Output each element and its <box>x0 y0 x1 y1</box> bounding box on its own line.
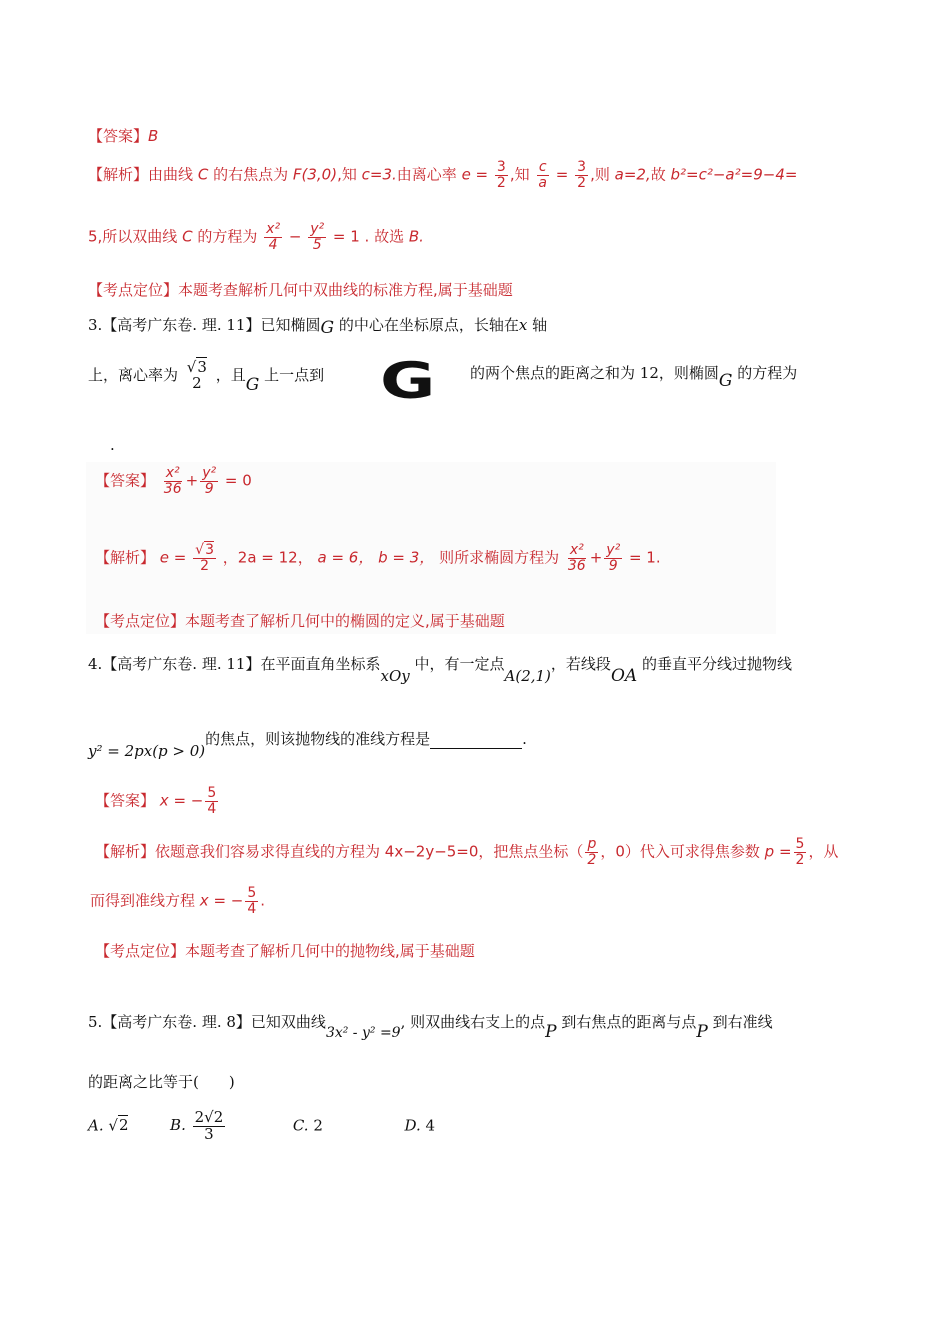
text: 故选 <box>374 227 405 246</box>
radicand: 3 <box>205 542 214 558</box>
q4-analysis-line2 <box>90 886 265 916</box>
denominator: 2 <box>795 851 805 868</box>
kaodian-text: 本题考查了解析几何中的椭圆的定义,属于基础题 <box>185 612 505 630</box>
text: 的垂直平分线过抛物线 <box>641 655 792 673</box>
option-b[interactable] <box>170 1108 227 1143</box>
fraction <box>604 543 622 573</box>
option-label: A. <box>88 1116 104 1135</box>
math-eq: b²=c²−a²=9−4= <box>670 165 798 184</box>
text: 的右焦点为 <box>213 165 289 184</box>
numerator: x² <box>165 465 180 481</box>
answer-value: B <box>148 127 159 145</box>
fraction <box>495 160 508 190</box>
text: 故 <box>650 165 666 184</box>
option-label: C. <box>292 1116 309 1135</box>
q5-stem-line2: 的距离之比等于( ) <box>88 1073 235 1091</box>
math-eq: a = 6， <box>317 548 374 567</box>
plus: + <box>185 471 199 490</box>
math-var: C <box>197 165 209 184</box>
text: 3.【高考广东卷. 理. 11】已知椭圆 <box>88 316 321 334</box>
text: 由离心率 <box>396 165 457 184</box>
numerator: 2√2 <box>194 1108 224 1126</box>
math-var: x <box>518 316 528 334</box>
text: 依题意我们容易求得直线的方程为 4x−2y−5=0，把焦点坐标（ <box>155 842 584 861</box>
text: 由曲线 <box>148 165 194 184</box>
kaodian-text: 本题考查了解析几何中的抛物线,属于基础题 <box>185 942 475 960</box>
math-var: G <box>320 318 335 338</box>
text: , 则双曲线右支上的点 <box>400 1013 546 1031</box>
fraction <box>205 786 218 816</box>
kaodian-label: 【考点定位】 <box>88 281 179 299</box>
text: 中，有一定点 <box>414 655 505 673</box>
denominator: 2 <box>496 174 506 191</box>
denominator: 9 <box>204 480 214 497</box>
math-eq: e = <box>461 165 489 184</box>
math-eq: c=3. <box>361 165 397 184</box>
option-d[interactable] <box>404 1116 435 1134</box>
option-a[interactable]: A. √2 <box>88 1116 129 1135</box>
fraction <box>162 466 184 496</box>
denominator: 5 <box>312 236 322 253</box>
analysis-label: 【解析】 <box>95 548 156 567</box>
denominator: a <box>538 174 547 191</box>
denominator: 2 <box>200 557 210 574</box>
text: 的两个焦点的距离之和为 12，则椭圆 <box>470 364 719 382</box>
math-eq: 3x² - y² =9 <box>325 1025 401 1041</box>
math-var: OA <box>610 666 638 686</box>
radicand: 3 <box>197 358 207 376</box>
math-var: xOy <box>380 667 410 685</box>
math-eq: ，2a = 12， <box>222 548 313 567</box>
fraction: √3 2 <box>186 358 207 392</box>
text: 的中心在坐标原点，长轴在 <box>338 316 519 334</box>
answer-blank <box>430 734 522 749</box>
q3-analysis <box>95 543 661 573</box>
numerator: 5 <box>247 885 257 901</box>
numerator: y² <box>606 542 621 558</box>
denominator: 2 <box>577 174 587 191</box>
text: 的方程为 <box>737 364 798 382</box>
option-value: 2 <box>313 1116 323 1135</box>
math-eq: y² = 2px(p > 0) <box>88 742 206 760</box>
minus: − <box>288 227 302 246</box>
text: 到右焦点的距离与点 <box>561 1013 697 1031</box>
numerator: x² <box>266 221 281 237</box>
answer-label: 【答案】 <box>95 471 156 490</box>
denominator: 4 <box>268 236 278 253</box>
numerator: 5 <box>795 836 805 852</box>
q2-kaodian <box>88 279 513 300</box>
q3-stem-line2 <box>88 358 325 395</box>
kaodian-label: 【考点定位】 <box>95 612 186 630</box>
numerator: p <box>587 836 597 852</box>
q3-stem-line1 <box>88 314 548 338</box>
text: 则所求椭圆方程为 <box>439 548 560 567</box>
fraction <box>566 543 588 573</box>
q3-stem-line2b <box>470 362 798 391</box>
math-eq: = 0 <box>224 471 252 490</box>
math-eq: a=2, <box>614 165 651 184</box>
text: 的焦点，则该抛物线的准线方程是 <box>205 730 431 748</box>
q4-analysis-line1 <box>95 837 838 867</box>
answer-label: 【答案】 <box>95 791 156 810</box>
analysis-label: 【解析】 <box>95 842 156 861</box>
fraction <box>575 160 588 190</box>
fraction <box>245 886 258 916</box>
denominator: 9 <box>608 557 618 574</box>
q4-stem-line1 <box>88 653 792 686</box>
text: ，且 <box>215 365 246 384</box>
kaodian-text: 本题考查解析几何中双曲线的标准方程,属于基础题 <box>178 281 513 299</box>
answer-label: 【答案】 <box>88 127 149 145</box>
option-value: 4 <box>425 1116 436 1135</box>
option-label: B. <box>170 1116 186 1135</box>
numerator: 3 <box>577 159 587 175</box>
text: ,则 <box>590 165 610 184</box>
text: ，若线段 <box>550 655 611 673</box>
q2-analysis-line2 <box>88 222 424 252</box>
math-eq: = 1 . <box>332 227 370 246</box>
numerator: 5 <box>207 785 217 801</box>
math-var: G <box>718 371 733 391</box>
equals: = <box>555 165 569 184</box>
fraction <box>264 222 282 252</box>
math-eq: p = <box>764 842 792 861</box>
q2-analysis-line1 <box>88 160 797 190</box>
fraction <box>536 160 549 190</box>
denominator: 36 <box>567 557 586 574</box>
q4-answer <box>95 786 220 816</box>
text: ，0）代入可求得焦参数 <box>600 842 760 861</box>
math-point: A(2,1) <box>504 667 551 685</box>
text: ，从 <box>808 842 839 861</box>
kaodian-label: 【考点定位】 <box>95 942 186 960</box>
text: ,知 <box>337 165 357 184</box>
choice: B. <box>408 227 424 246</box>
text: 5.【高考广东卷. 理. 8】已知双曲线 <box>88 1013 326 1031</box>
q3-dot: . <box>110 436 115 454</box>
math-var: G <box>245 374 260 395</box>
text: 4.【高考广东卷. 理. 11】在平面直角坐标系 <box>88 655 381 673</box>
text: . <box>260 891 266 910</box>
math-eq: x = − <box>199 891 244 910</box>
text: 的方程为 <box>197 227 258 246</box>
q5-stem-line1 <box>88 1011 773 1042</box>
option-value: 2 <box>118 1116 129 1135</box>
denominator: 3 <box>204 1124 214 1143</box>
text: 到右准线 <box>712 1013 773 1031</box>
denominator: 2 <box>192 373 202 392</box>
fraction <box>585 837 598 867</box>
q4-kaodian <box>95 940 475 961</box>
option-c[interactable] <box>293 1116 323 1134</box>
math-eq: e = <box>159 548 187 567</box>
q3-kaodian <box>95 610 505 631</box>
numerator: x² <box>569 542 584 558</box>
numerator: y² <box>310 221 325 237</box>
math-eq: = 1. <box>628 548 661 567</box>
denominator: 4 <box>247 900 257 917</box>
math-var: C <box>182 227 193 246</box>
text: ,知 <box>509 165 530 184</box>
numerator: y² <box>202 465 217 481</box>
text: . <box>522 730 527 748</box>
fraction <box>794 837 807 867</box>
numerator: 3 <box>496 159 506 175</box>
text: 上，离心率为 <box>88 365 179 384</box>
large-g-glyph: G <box>380 352 436 410</box>
fraction <box>200 466 218 496</box>
math-eq: x = − <box>159 791 204 810</box>
q5-options <box>88 1110 435 1143</box>
math-var: P <box>545 1022 557 1042</box>
denominator: 2 <box>587 851 597 868</box>
fraction <box>193 1110 226 1143</box>
text: 上一点到 <box>264 365 325 384</box>
text: 5,所以双曲线 <box>88 227 178 246</box>
text: 而得到准线方程 <box>90 891 196 910</box>
option-label: D. <box>404 1116 421 1135</box>
math-var: P <box>696 1022 708 1042</box>
fraction: $\frac{√3}{2}$ <box>195 542 214 574</box>
analysis-label: 【解析】 <box>88 165 149 184</box>
denominator: 36 <box>163 480 182 497</box>
q2-answer <box>88 125 158 146</box>
q4-stem-line2 <box>88 728 527 760</box>
q3-answer <box>95 466 252 496</box>
plus: + <box>589 548 603 567</box>
denominator: 4 <box>207 800 217 817</box>
numerator: c <box>538 159 547 175</box>
fraction <box>308 222 326 252</box>
math-point: F(3,0) <box>292 165 338 184</box>
math-eq: b = 3， <box>378 548 435 567</box>
text: 轴 <box>532 316 548 334</box>
